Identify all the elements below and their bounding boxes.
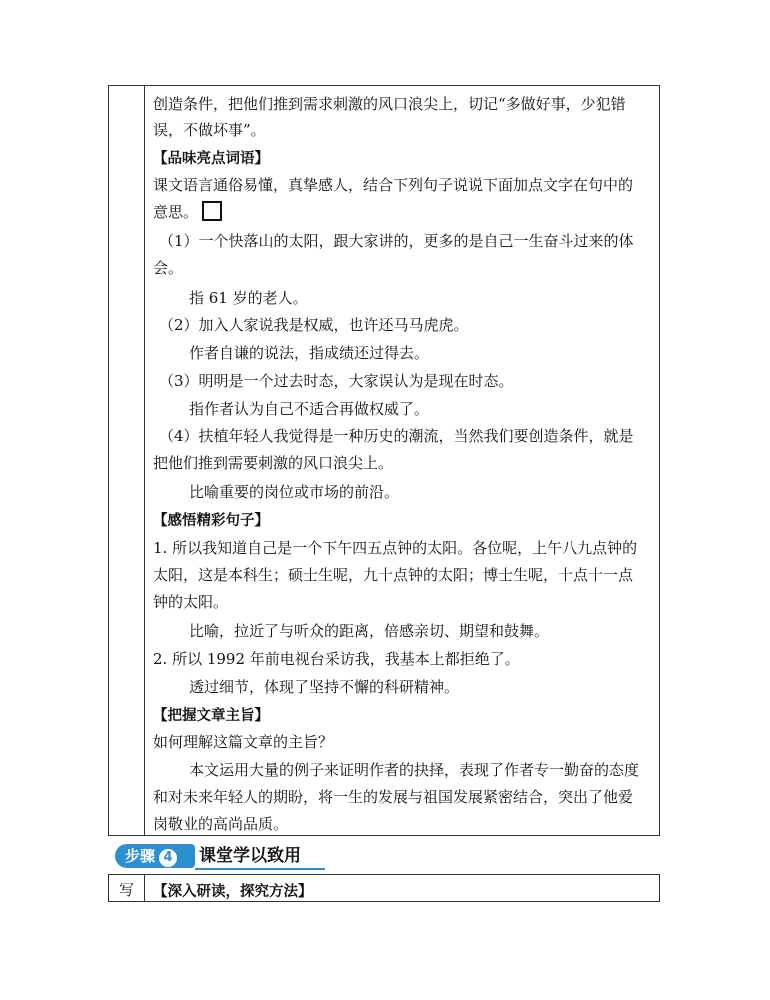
text-line: 和对未来年轻人的期盼，将一生的发展与祖国发展紧密结合，突出了他爱 <box>153 788 634 806</box>
answer-line: 指 61 岁的老人。 <box>189 289 308 307</box>
answer-box-icon <box>202 201 222 221</box>
text-line: 2. 所以 1992 年前电视台采访我，我基本上都拒绝了。 <box>153 650 520 668</box>
step-label: 步骤 <box>125 847 156 865</box>
section-heading: 【把握文章主旨】 <box>153 708 269 724</box>
text-line: （2）加入人家说我是权威，也许还马马虎虎。 <box>159 316 469 334</box>
text-line: （3）明明是一个过去时态，大家误认为是现在时态。 <box>159 372 514 390</box>
section-heading: 【感悟精彩句子】 <box>153 513 269 529</box>
text-line: 如何理解这篇文章的主旨？ <box>153 733 334 751</box>
bottom-table <box>108 874 660 902</box>
text-span: 意思。 <box>153 203 199 221</box>
step-number: 4 <box>159 849 177 867</box>
text-line: 1. 所以我知道自己是一个下午四五点钟的太阳。各位呢，上午八九点钟的 <box>153 539 638 557</box>
text-line: 岗敬业的高尚品质。 <box>153 815 289 833</box>
row-label: 写 <box>118 881 134 899</box>
answer-line: 作者自谦的说法，指成绩还过得去。 <box>189 344 430 362</box>
text-line: 创造条件，把他们推到需求刺激的风口浪尖上，切记“多做好事，少犯错 <box>153 95 626 113</box>
step-badge <box>115 844 195 868</box>
answer-line: 本文运用大量的例子来证明作者的抉择，表现了作者专一勤奋的态度 <box>189 761 640 779</box>
content-table <box>108 85 660 836</box>
section-heading: 【深入研读，探究方法】 <box>153 884 313 900</box>
column-divider <box>144 875 145 901</box>
answer-line: 比喻重要的岗位或市场的前沿。 <box>189 483 400 501</box>
text-line: 课文语言通俗易懂，真挚感人，结合下列句子说说下面加点文字在句中的 <box>153 176 634 194</box>
step-header <box>115 844 325 868</box>
text-line: 误，不做坏事”。 <box>153 121 266 139</box>
step-underline <box>195 868 325 870</box>
text-line: 钟的太阳。 <box>153 593 229 611</box>
answer-line: 指作者认为自己不适合再做权威了。 <box>189 400 430 418</box>
answer-line: 比喻，拉近了与听众的距离，倍感亲切、期望和鼓舞。 <box>189 622 550 640</box>
column-divider <box>144 86 145 835</box>
answer-line: 透过细节，体现了坚持不懈的科研精神。 <box>189 678 460 696</box>
text-line: 太阳，这是本科生；硕士生呢，九十点钟的太阳；博士生呢，十点十一点 <box>153 566 634 584</box>
text-line <box>153 201 222 222</box>
text-line: （4）扶植年轻人我觉得是一种历史的潮流，当然我们要创造条件，就是 <box>159 427 634 445</box>
step-title: 课堂学以致用 <box>199 846 301 866</box>
text-line: （1）一个快落山的太阳，跟大家讲的，更多的是自己一生奋斗过来的体 <box>159 232 634 250</box>
text-line: 把他们推到需要刺激的风口浪尖上。 <box>153 454 394 472</box>
text-line: 会。 <box>153 259 184 277</box>
section-heading: 【品味亮点词语】 <box>153 151 269 167</box>
